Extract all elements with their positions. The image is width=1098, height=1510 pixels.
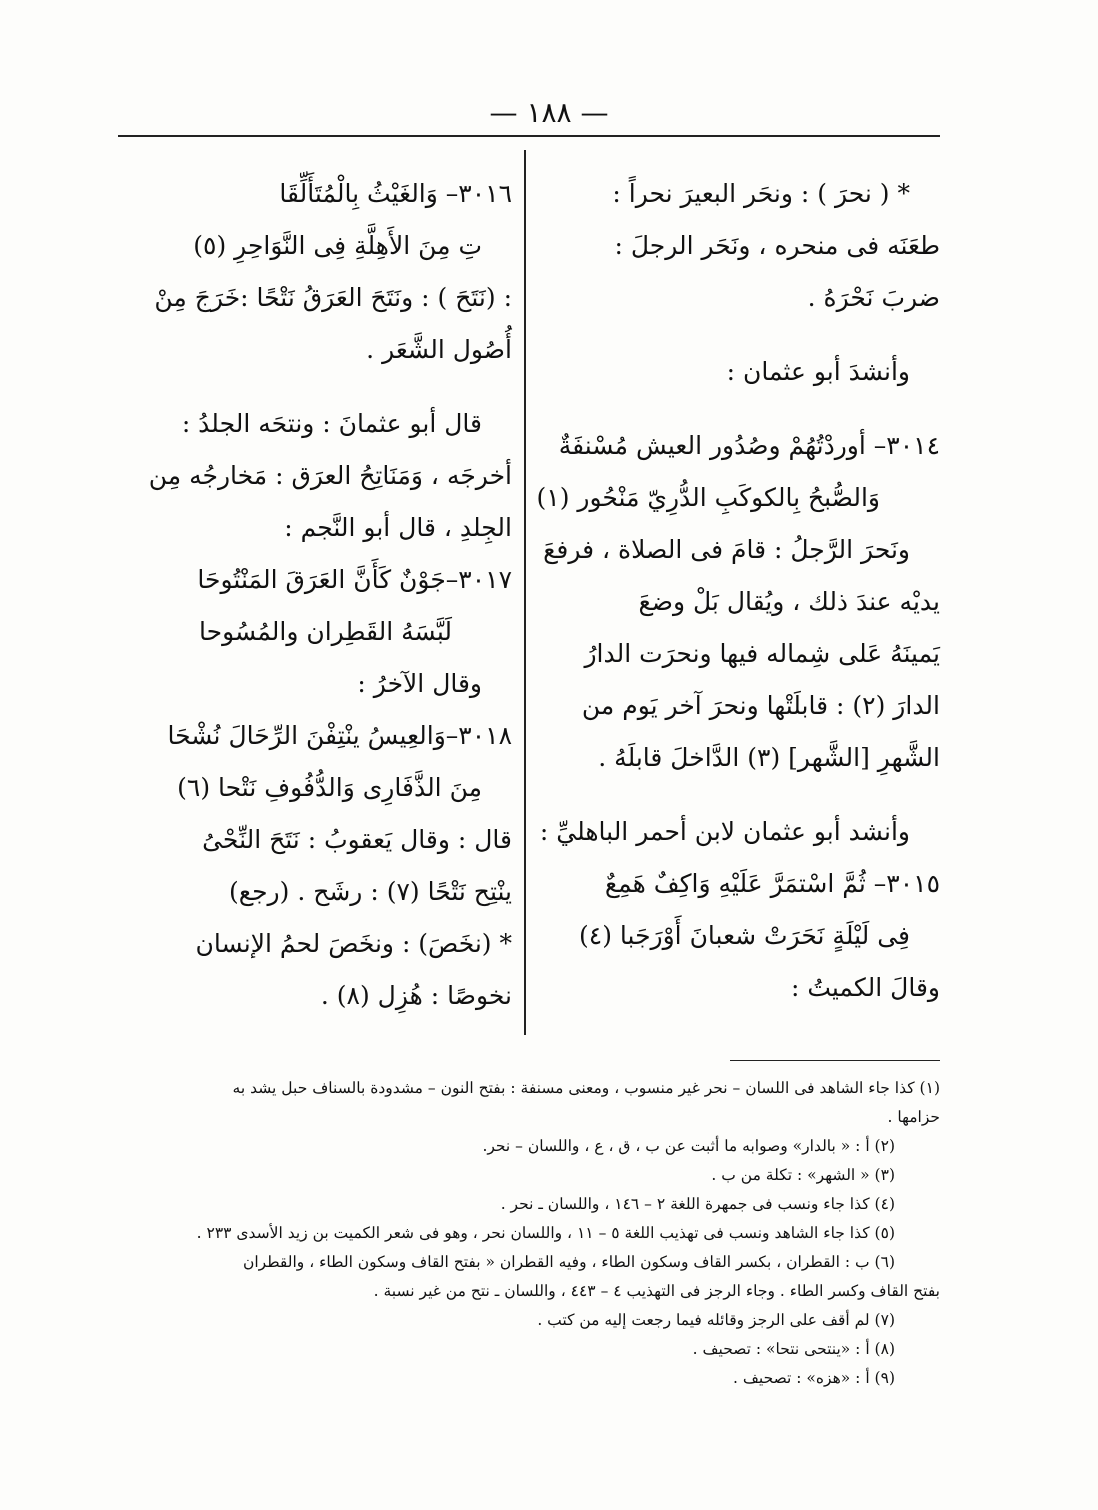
text-line: الدارَ (٢) : قابلَتْها ونحرَ آخر يَوم من: [581, 691, 940, 720]
verse-line: ٣٠١٤– أوردْتُهُمْ وصُدُور العيش مُسْنفَةٌ: [558, 431, 940, 460]
verse-line: لَبَّسَهُ القَطِران والمُسُوحا: [199, 617, 452, 646]
text-line: قال أبو عثمانَ : ونتحَه الجلدُ :: [181, 409, 482, 438]
text-line: قال : وقال يَعقوبُ : نَتَحَ النِّحْىُ: [202, 825, 512, 854]
text-line: وأنشدَ أبو عثمان :: [726, 357, 910, 386]
text-line: ونَحرَ الرَّجلُ : قامَ فى الصلاة ، فرفعَ: [543, 535, 910, 564]
verse-line: ٣٠١٧–جَوْنٌ كَأَنَّ العَرَقَ المَنْتُوحَا: [197, 565, 512, 594]
text-line: * ( نحرَ ) : ونحَر البعيرَ نحراً :: [612, 179, 910, 208]
footnote: (٩) أ : «هزه» : تصحيف .: [733, 1369, 895, 1387]
footnote: (٤) كذا جاء ونسب فى جمهرة اللغة ٢ – ١٤٦ ، واللسان ـ نحر .: [500, 1195, 895, 1213]
footnote: (٢) أ : « بالدار» وصوابه ما أثبت عن ب ، ق ، ع ، واللسان – نحر.: [482, 1137, 895, 1155]
verse-line: ٣٠١٨–وَالعِيسُ ينْتِفْنَ الرِّحَالَ نُشْحَا: [167, 721, 512, 750]
footnote: (٥) كذا جاء الشاهد ونسب فى تهذيب اللغة ٥ – ١١ ، واللسان نحر ، وهو فى شعر الكميت بن زيد الأسدى ٢٣٣ .: [196, 1224, 895, 1242]
footnotes: [118, 1074, 940, 1393]
footnote-rule: [730, 1060, 940, 1061]
text-line: أُصُول الشَّعَر .: [366, 335, 512, 364]
text-line: ينْتِح نَتْحًا (٧) : رشَح . (رجع): [229, 877, 512, 906]
text-line: يديْه عندَ ذلك ، ويُقال بَلْ وضعَ: [638, 587, 940, 616]
text-line: الشَّهرِ [الشَّهر] (٣) الدَّاخلَ قابلَهُ .: [598, 743, 940, 772]
left-column: [120, 168, 512, 1022]
header-rule: [118, 135, 940, 137]
text-line: : (نَتَحَ ) : ونَتَحَ العَرَقُ نَتْحًا :خَرَجَ مِنْ: [154, 283, 512, 312]
text-line: يَمينَهُ عَلى شِماله فيها ونحرَت الدارُ: [584, 639, 940, 668]
verse-line: تِ مِنَ الأَهِلَّةِ فِى النَّوَاحِرِ (٥): [193, 231, 482, 260]
footnote: بفتح القاف وكسر الطاء . وجاء الرجز فى التهذيب ٤ – ٤٤٣ ، واللسان ـ نتح من غير نسبة .: [373, 1282, 940, 1300]
text-line: وقالَ الكميتُ :: [790, 973, 940, 1002]
verse-line: ٣٠١٥– ثُمَّ اسْتمَرَّ عَلَيْهِ وَاكِفٌ هَمِعٌ: [604, 869, 940, 898]
text-line: وقال الآخرُ :: [357, 669, 482, 698]
verse-line: مِنَ الذَّفَارِى وَالدُّفُوفِ نَتْحا (٦): [177, 773, 482, 802]
footnote: (٧) لم أقف على الرجز وقائله فيما رجعت إليه من كتب .: [537, 1311, 895, 1329]
verse-line: وَالصُّبحُ بِالكوكَبِ الدُّرِيّ مَنْحُور (١): [536, 483, 880, 512]
verse-line: ٣٠١٦– وَالغَيْثُ بِالْمُتَأَلِّقَا: [279, 179, 512, 208]
text-line: أخرجَه ، وَمَنَاتِحُ العرَق : مَخارجُه مِن: [148, 461, 512, 490]
footnote: (٨) أ : «ينتحى نتحا» : تصحيف .: [692, 1340, 895, 1358]
footnote: (٦) ب : القطران ، بكسر القاف وسكون الطاء ، وفيه القطران « بفتح القاف وسكون الطاء ، والقطران: [242, 1253, 895, 1271]
text-line: نخوصًا : هُزِل (٨) .: [320, 981, 512, 1010]
right-column: [536, 168, 940, 1014]
text-line: ضربَ نَحْرَهُ .: [807, 283, 940, 312]
column-divider: [524, 150, 526, 1035]
footnote: (١) كذا جاء الشاهد فى اللسان – نحر غير منسوب ، ومعنى مسنفة : بفتح النون – مشدودة بالسناف حبل يشد به: [232, 1079, 940, 1097]
text-line: طعَنَه فى منحره ، ونَحَر الرجلَ :: [614, 231, 940, 260]
page-number: — ١٨٨ —: [489, 96, 609, 129]
text-line: * (نخَصَ) : ونخَصَ لحمُ الإنسان: [195, 929, 512, 958]
verse-line: فِى لَيْلَةٍ نَحَرَتْ شعبانَ أَوْرَجَبا (٤): [579, 921, 910, 950]
footnote: (٣) « الشهر» : تكلة من ب .: [711, 1166, 895, 1184]
footnote: حزامها .: [887, 1108, 940, 1126]
text-line: الجِلدِ ، قال أبو النَّجم :: [284, 513, 512, 542]
text-line: وأنشد أبو عثمان لابن أحمر الباهليِّ :: [539, 817, 910, 846]
